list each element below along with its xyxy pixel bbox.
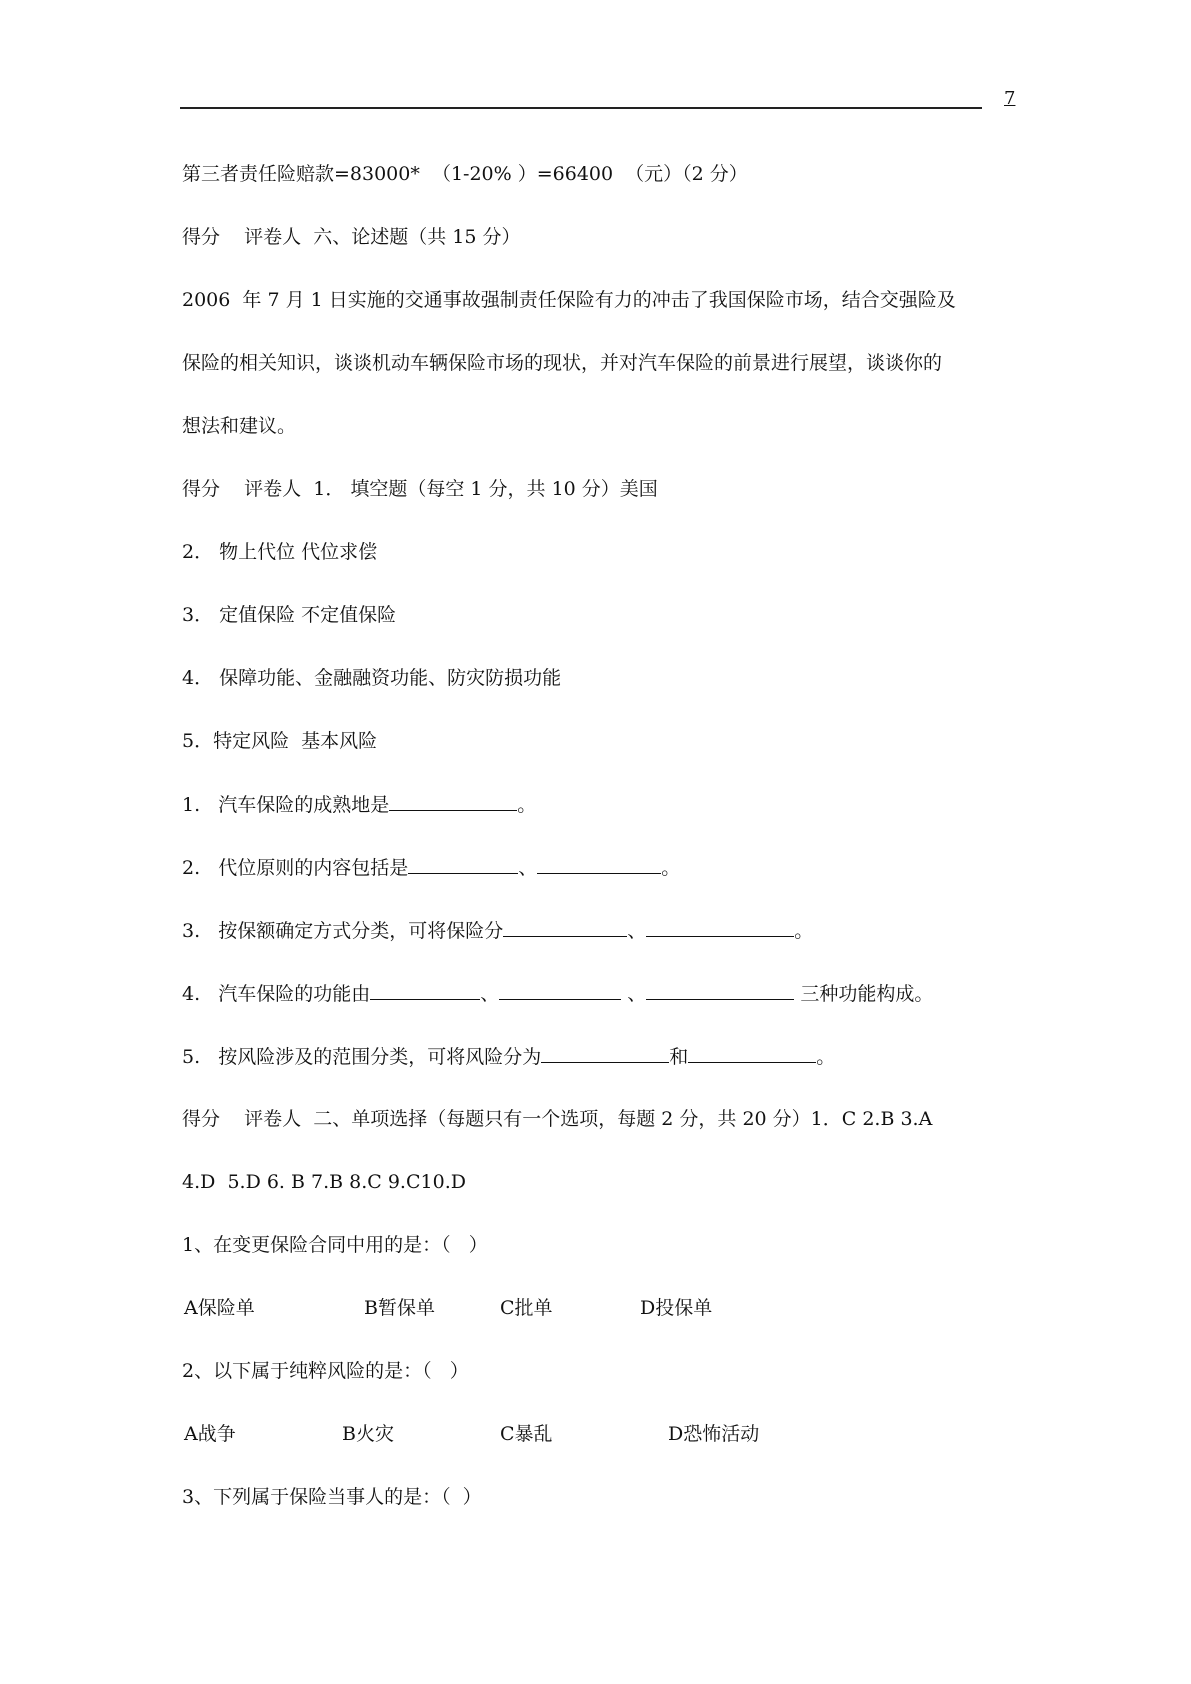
answer-line: 5．特定风险 基本风险	[182, 730, 378, 752]
answer-blank	[389, 792, 517, 811]
answer-line: 3． 定值保险 不定值保险	[182, 604, 397, 626]
answer-blank	[537, 855, 661, 874]
answer-blank	[370, 981, 480, 1000]
fill-in-question-3: 3. 按保额确定方式分类，可将保险分 、 。	[182, 920, 814, 942]
section-header: 得分 评卷人 二、单项选择（每题只有一个选项，每题 2 分，共 20 分）1．C 2.B 3.A	[182, 1108, 933, 1130]
answer-line: 2． 物上代位 代位求偿	[182, 541, 378, 563]
answer-blank	[408, 855, 518, 874]
answer-blank	[688, 1044, 816, 1063]
section-header: 得分 评卷人 1． 填空题（每空 1 分，共 10 分）美国	[182, 478, 658, 500]
option-c: C批单	[500, 1297, 553, 1319]
option-c: C暴乱	[500, 1423, 553, 1445]
option-a: A保险单	[184, 1297, 255, 1319]
answer-blank	[646, 918, 794, 937]
answer-line: 4.D 5.D 6. B 7.B 8.C 9.C10.D	[182, 1171, 466, 1193]
option-b: B暂保单	[364, 1297, 435, 1319]
text-line: 第三者责任险赔款=83000* （1-20% ）=66400 （元）（2 分）	[182, 163, 748, 185]
option-d: D投保单	[640, 1297, 713, 1319]
answer-blank	[499, 981, 621, 1000]
fill-in-question-4: 4. 汽车保险的功能由 、 、 三种功能构成。	[182, 983, 934, 1005]
question-line: 3、下列属于保险当事人的是：（ ）	[182, 1486, 482, 1508]
fill-in-question-2: 2. 代位原则的内容包括是 、 。	[182, 857, 681, 879]
option-b: B火灾	[342, 1423, 394, 1445]
question-line: 1、在变更保险合同中用的是：（ ）	[182, 1234, 488, 1256]
option-d: D恐怖活动	[668, 1423, 760, 1445]
answer-blank	[503, 918, 627, 937]
option-a: A战争	[184, 1423, 236, 1445]
header-rule	[180, 107, 982, 109]
answer-blank	[646, 981, 794, 1000]
text-line: 想法和建议。	[182, 415, 297, 437]
question-line: 2、以下属于纯粹风险的是：（ ）	[182, 1360, 469, 1382]
fill-in-question-1: 1. 汽车保险的成熟地是 。	[182, 794, 537, 816]
text-line: 保险的相关知识，谈谈机动车辆保险市场的现状，并对汽车保险的前景进行展望，谈谈你的	[182, 352, 943, 374]
answer-blank	[541, 1044, 669, 1063]
answer-line: 4． 保障功能、金融融资功能、防灾防损功能	[182, 667, 562, 689]
page-number: 7	[1004, 88, 1016, 109]
fill-in-question-5: 5. 按风险涉及的范围分类，可将风险分为 和 。	[182, 1046, 836, 1068]
text-line: 2006 年 7 月 1 日实施的交通事故强制责任保险有力的冲击了我国保险市场，结合交强险及	[182, 289, 956, 311]
section-header: 得分 评卷人 六、论述题（共 15 分）	[182, 226, 521, 248]
